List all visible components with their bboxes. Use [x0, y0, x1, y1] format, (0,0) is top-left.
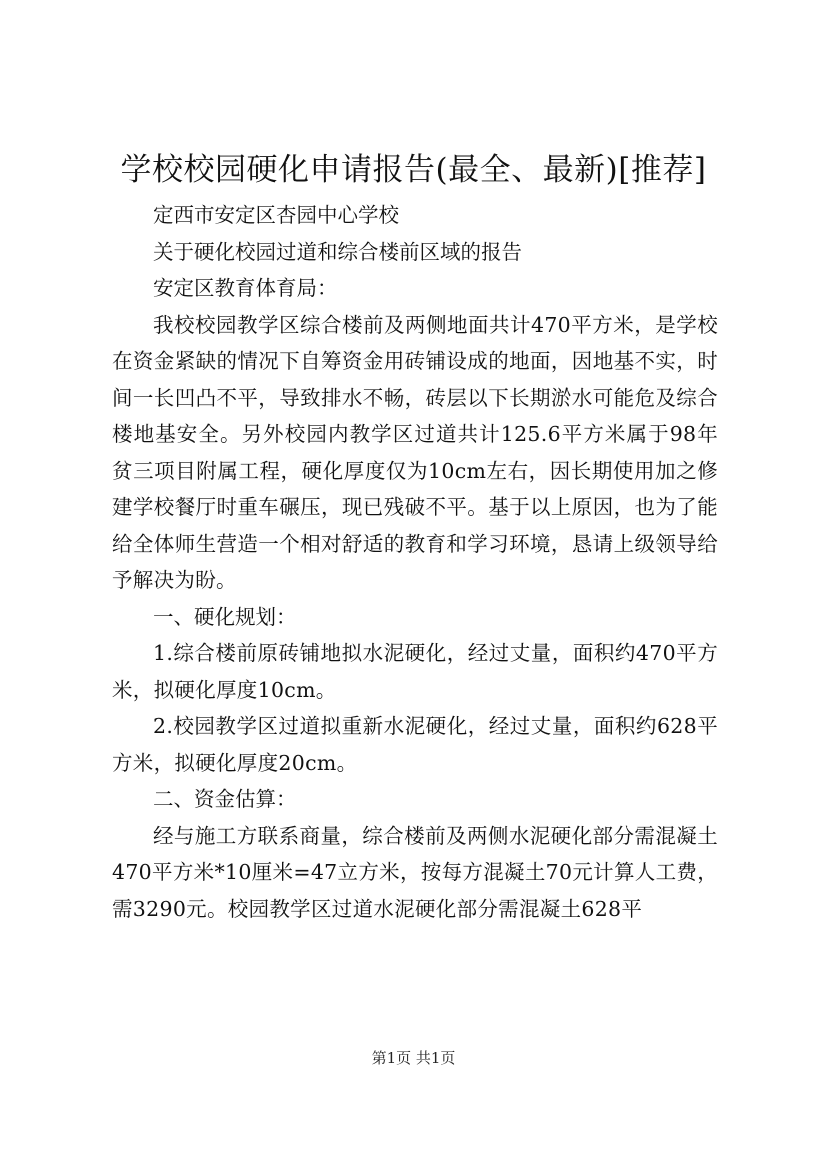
subject-line: 关于硬化校园过道和综合楼前区域的报告: [153, 239, 522, 264]
plan-item-1: 1.综合楼前原砖铺地拟水泥硬化，经过丈量，面积约470平方米，拟硬化厚度10cm。: [112, 641, 718, 702]
plan-item-2: 2.校园教学区过道拟重新水泥硬化，经过丈量，面积约628平方米，拟硬化厚度20cm。: [112, 714, 718, 775]
funding-paragraph: 经与施工方联系商量，综合楼前及两侧水泥硬化部分需混凝土470平方米*10厘米=47立方米，按每方混凝土70元计算人工费，需3290元。校园教学区过道水泥硬化部分需混凝土628平: [112, 823, 718, 921]
section-heading-plan: 一、硬化规划：: [153, 604, 297, 629]
section-heading-funding: 二、资金估算：: [153, 787, 297, 811]
sender-line: 定西市安定区杏园中心学校: [153, 203, 399, 227]
document-body: [112, 197, 718, 927]
recipient-line: 安定区教育体育局：: [153, 276, 338, 300]
body-paragraph: 我校校园教学区综合楼前及两侧地面共计470平方米，是学校在资金紧缺的情况下自筹资金用砖铺设成的地面，因地基不实，时间一长凹凸不平，导致排水不畅，砖层以下长期淤水可能危及综合楼地基安全。另外校园内教学区过道共计125.6平方米属于98年贫三项目附属工程，硬化厚度仅为10cm左右，因长期使用加之修建学校餐厅时重车碾压，现已残破不平。基于以上原因，也为了能给全体师生营造一个相对舒适的教育和学习环境，恳请上级领导给予解决为盼。: [112, 312, 718, 592]
document-title: 学校校园硬化申请报告(最全、最新)[推荐]: [120, 152, 707, 188]
page-number-footer: 第1页 共1页: [371, 1049, 456, 1067]
